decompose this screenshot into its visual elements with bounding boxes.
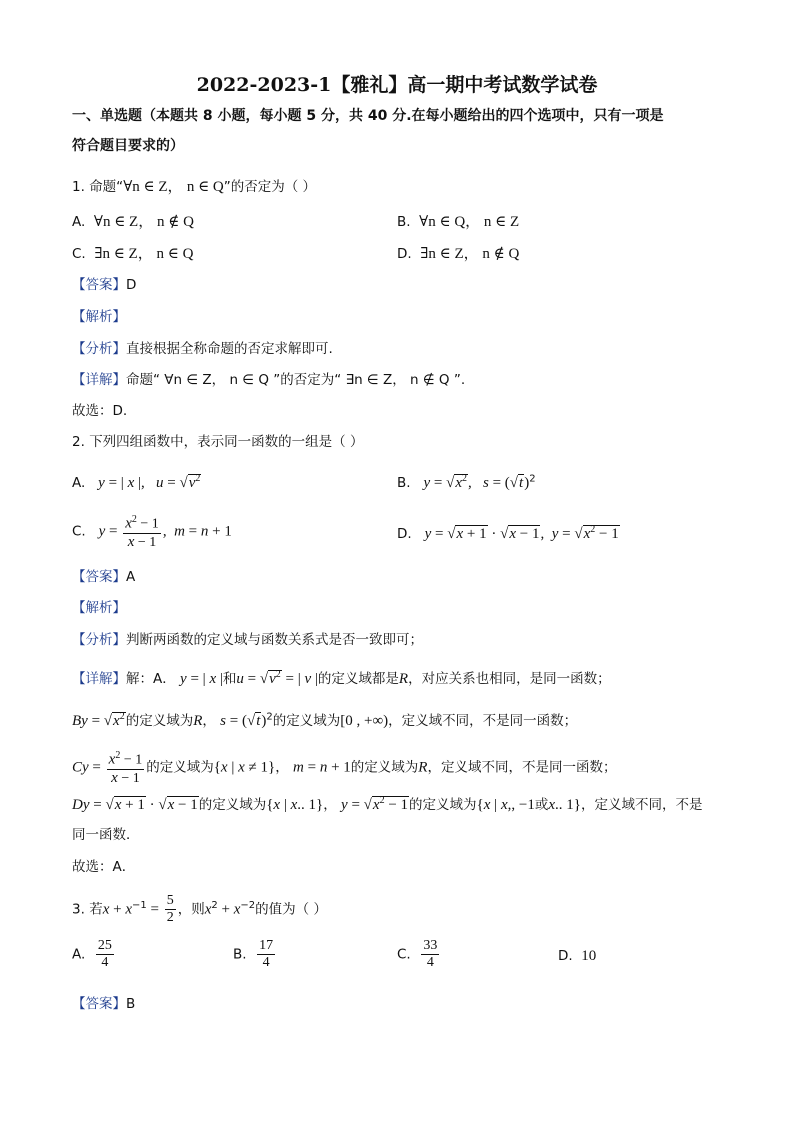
q2-analysis-tag: 【解析】 xyxy=(72,600,126,616)
q1-option-a xyxy=(72,212,194,232)
detail-text: 的定义域为 xyxy=(272,713,341,729)
q2-choose: 故选：A． xyxy=(72,859,136,875)
q3-option-a xyxy=(72,938,116,971)
detail-text: 命题“ ∀n ∈ Z， n ∈ Q ”的否定为“ ∃n ∈ Z， n ∉ Q ”. xyxy=(126,372,466,388)
q1-fenxi xyxy=(72,339,333,359)
option-text: ∀n ∈ Z， n ∉ Q xyxy=(93,214,194,230)
option-label: B. xyxy=(397,475,411,491)
detail-tag: 【详解】 xyxy=(72,372,126,388)
detail-text: 的定义域为 xyxy=(198,797,267,813)
section-heading-line1: 一、单选题（本题共 8 小题，每小题 5 分，共 40 分.在每小题给出的四个选项中，只有一项是 xyxy=(72,108,664,124)
option-denominator: 4 xyxy=(426,955,434,970)
detail-text: ，定义域不同，不是同一函数； xyxy=(427,759,617,776)
option-text: 10 xyxy=(581,948,597,964)
q1-analysis-tag: 【解析】 xyxy=(72,309,126,325)
fenxi-tag: 【分析】 xyxy=(72,632,126,648)
option-numerator: 25 xyxy=(97,938,112,953)
option-label: A. xyxy=(72,214,86,230)
fenxi-tag: 【分析】 xyxy=(72,341,126,357)
answer-value: B xyxy=(126,996,136,1012)
question-1-expr1: ∀n ∈ Z， xyxy=(123,179,183,195)
question-2-text: 下列四组函数中，表示同一函数的一组是（ ） xyxy=(89,434,364,450)
q1-option-b xyxy=(397,212,519,232)
q2-detail-d: Dy = √x + 1 · √x − 1的定义域为{x | x.. 1}， $y = √x^2 - 1$的定义域为{x | x,, −1或x.. 1}，定义域不同，不是 xyxy=(72,795,703,813)
question-2-number: 2. xyxy=(72,434,85,450)
q2-option-b: B. $y = √x^2$, $s = (√t)^2$ xyxy=(397,473,536,491)
option-label: C. xyxy=(397,946,411,963)
q3-option-b xyxy=(233,938,277,971)
option-label: C. xyxy=(72,246,86,262)
option-label: B. xyxy=(233,946,247,963)
detail-text: 的定义域都是 xyxy=(317,671,399,687)
detail-text: ，定义域不同，不是同一函数； xyxy=(388,713,578,729)
question-3: 3. 若$x + x^{-1}$ = $\frac{5}{2}$ ，则$x^2 + x^{-2}$的值为（ ） xyxy=(72,893,327,925)
q1-option-c xyxy=(72,244,193,264)
answer-tag: 【答案】 xyxy=(72,996,126,1012)
option-numerator: 17 xyxy=(259,938,274,953)
option-label: B. xyxy=(397,214,411,230)
q2-detail-d-cont: 同一函数． xyxy=(72,827,140,843)
question-1-post: ”的否定为（ ） xyxy=(223,179,317,195)
q2-option-c: C. y = $\frac{x^2 - 1}{x - 1}$ , m = n + 1 xyxy=(72,514,232,550)
q2-detail-a: 【详解】解：A． y = | x |和$u = √v^2$ = | v |的定义域都是R，对应关系也相同，是同一函数； xyxy=(72,669,611,687)
option-label: D. xyxy=(558,948,573,964)
page-title: 2022-2023-1【雅礼】高一期中考试数学试卷 xyxy=(196,74,598,96)
question-1-pre: 命题“ xyxy=(89,179,124,195)
q2-fenxi xyxy=(72,630,423,650)
option-text: ∀n ∈ Q， n ∈ Z xyxy=(419,214,520,230)
option-denominator: 4 xyxy=(101,955,109,970)
q3-option-c xyxy=(397,938,441,971)
question-1-number: 1. xyxy=(72,179,85,195)
option-label: C. xyxy=(72,523,86,540)
q1-answer xyxy=(72,275,136,295)
detail-text: 的定义域为 xyxy=(125,713,194,729)
q2-detail-b: $By = √x^2$的定义域为R， $s = (√t)^2$的定义域为[0 , +∞)，定义域不同，不是同一函数； xyxy=(72,711,578,729)
answer-value: D xyxy=(126,277,137,293)
detail-text: 的定义域为 xyxy=(350,759,419,776)
q2-answer xyxy=(72,567,135,587)
answer-value: A xyxy=(126,569,136,585)
q3-answer xyxy=(72,994,135,1014)
question-2 xyxy=(72,432,363,452)
option-numerator: 33 xyxy=(423,938,438,953)
question-1 xyxy=(72,177,316,197)
detail-tag: 【详解】 xyxy=(72,671,126,687)
question-3-number: 3. xyxy=(72,901,85,918)
detail-text: ，对应关系也相同，是同一函数； xyxy=(408,671,611,687)
option-text: ∃n ∈ Z， n ∈ Q xyxy=(94,246,194,262)
option-label: A. xyxy=(72,475,86,491)
answer-tag: 【答案】 xyxy=(72,277,126,293)
option-text: ∃n ∈ Z， n ∉ Q xyxy=(420,246,520,262)
detail-text: 解：A． xyxy=(126,671,176,687)
detail-text: 的定义域为 xyxy=(146,759,214,776)
q1-choose: 故选：D. xyxy=(72,403,128,419)
question-3-pre: 若 xyxy=(89,901,103,918)
fenxi-text: 判断两函数的定义域与函数关系式是否一致即可； xyxy=(126,632,423,648)
option-label: D. xyxy=(397,526,412,542)
question-1-expr2: n ∈ Q xyxy=(186,179,224,195)
q2-detail-c: Cy = $\frac{x^2 - 1}{x - 1}$ 的定义域为{x | x ≠ 1}， m = n + 1的定义域为R，定义域不同，不是同一函数； xyxy=(72,750,617,786)
q2-option-a: A. y = | x |, $u = √v^2$ xyxy=(72,473,201,491)
detail-text: 的定义域为 xyxy=(409,797,477,813)
option-denominator: 4 xyxy=(262,955,270,970)
option-label: A. xyxy=(72,946,86,963)
option-label: D. xyxy=(397,246,412,262)
q3-option-d xyxy=(558,946,596,966)
q1-detail xyxy=(72,370,465,390)
question-3-post: 的值为（ ） xyxy=(255,901,327,918)
q2-option-d: D. y = √x + 1 · √x − 1, $y = √x^2 - 1$ xyxy=(397,524,619,542)
q1-option-d xyxy=(397,244,519,264)
section-heading-line2: 符合题目要求的） xyxy=(72,138,184,154)
question-3-mid: ，则 xyxy=(177,901,205,918)
detail-text: ，定义域不同，不是 xyxy=(580,797,703,813)
fenxi-text: 直接根据全称命题的否定求解即可. xyxy=(126,341,333,357)
answer-tag: 【答案】 xyxy=(72,569,126,585)
